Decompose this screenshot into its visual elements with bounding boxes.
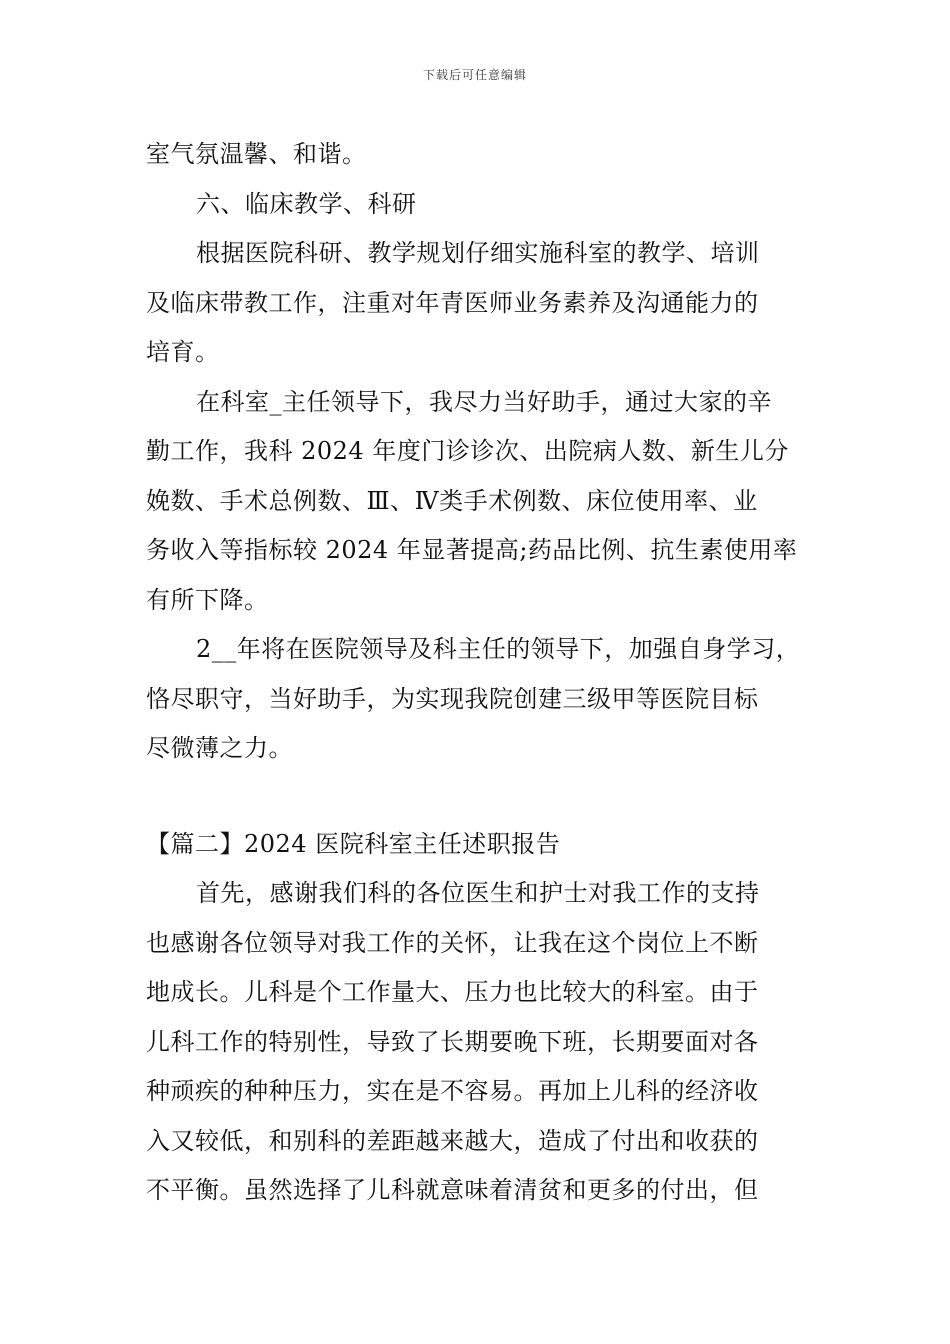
paragraph-line: 务收入等指标较 2024 年显著提高;药品比例、抗生素使用率 (146, 536, 798, 564)
paragraph-line: 培育。 (146, 338, 220, 366)
header-note: 下载后可任意编辑 (422, 68, 527, 82)
section-heading: 六、临床教学、科研 (196, 189, 417, 218)
paragraph-line: 2__年将在医院领导及科主任的领导下，加强自身学习， (196, 635, 801, 663)
paragraph-line: 首先，感谢我们科的各位医生和护士对我工作的支持 (196, 879, 760, 907)
paragraph-line: 种顽疾的种种压力，实在是不容易。再加上儿科的经济收 (146, 1077, 759, 1105)
paragraph-line: 不平衡。虽然选择了儿科就意味着清贫和更多的付出，但 (146, 1176, 759, 1204)
paragraph-gap (146, 774, 816, 820)
paragraph-line: 也感谢各位领导对我工作的关怀，让我在这个岗位上不断 (146, 928, 759, 957)
paragraph-line: 尽微薄之力。 (146, 734, 293, 762)
paragraph-line: 地成长。儿科是个工作量大、压力也比较大的科室。由于 (146, 978, 759, 1006)
paragraph-line: 根据医院科研、教学规划仔细实施科室的教学、培训 (196, 239, 760, 267)
paragraph-line: 室气氛温馨、和谐。 (146, 140, 367, 168)
paragraph-line: 恪尽职守，当好助手，为实现我院创建三级甲等医院目标 (146, 684, 759, 713)
paragraph-line: 儿科工作的特别性，导致了长期要晚下班，长期要面对各 (146, 1027, 759, 1056)
document-body (146, 130, 816, 1216)
section-title: 【篇二】2024 医院科室主任述职报告 (146, 829, 561, 858)
paragraph-line: 在科室_主任领导下，我尽力当好助手，通过大家的辛 (196, 387, 772, 416)
paragraph-line: 及临床带教工作，注重对年青医师业务素养及沟通能力的 (146, 288, 759, 317)
paragraph-line: 娩数、手术总例数、Ⅲ、Ⅳ类手术例数、床位使用率、业 (146, 486, 758, 515)
paragraph-line: 有所下降。 (146, 585, 269, 614)
paragraph-line: 勤工作，我科 2024 年度门诊诊次、出院病人数、新生儿分 (146, 437, 789, 465)
paragraph-line: 入又较低，和别科的差距越来越大，造成了付出和收获的 (146, 1126, 759, 1155)
